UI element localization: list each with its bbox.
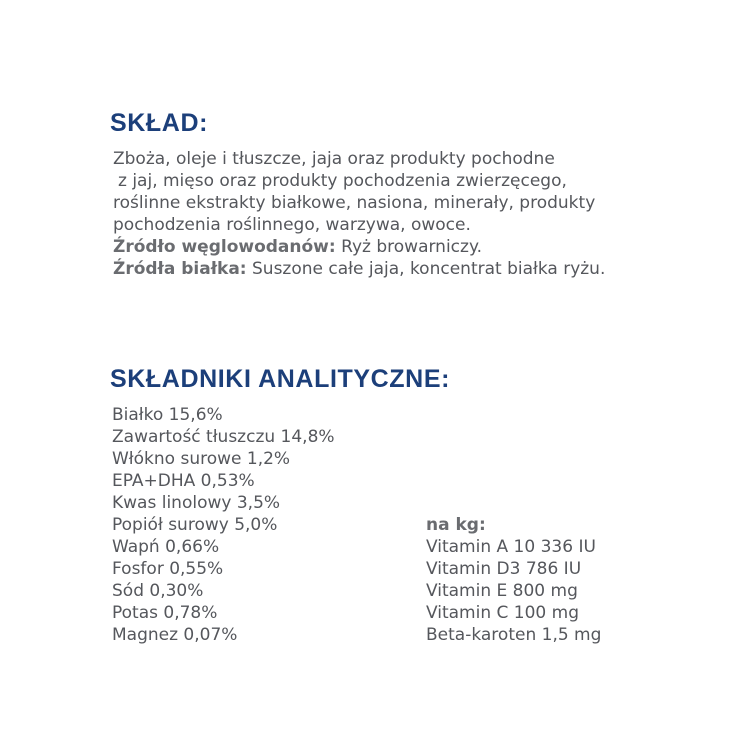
list-item: Wapń 0,66% [112, 537, 220, 557]
list-item: Vitamin A 10 336 IU [426, 537, 596, 557]
protein-source-label: Źródła białka: [113, 259, 247, 279]
analytical-constituents-heading: SKŁADNIKI ANALITYCZNE: [110, 365, 451, 393]
list-item: Fosfor 0,55% [112, 559, 224, 579]
list-item: Kwas linolowy 3,5% [112, 493, 281, 513]
list-item: Vitamin D3 786 IU [426, 559, 582, 579]
list-item: Popiół surowy 5,0% [112, 515, 278, 535]
list-item: EPA+DHA 0,53% [112, 471, 255, 491]
list-item: Vitamin C 100 mg [426, 603, 579, 623]
list-item: Potas 0,78% [112, 603, 218, 623]
composition-line: Zboża, oleje i tłuszcze, jaja oraz produkty pochodne [113, 149, 555, 169]
carbohydrate-source-label: Źródło węglowodanów: [113, 237, 336, 257]
composition-text [113, 148, 733, 280]
list-item: Vitamin E 800 mg [426, 581, 578, 601]
composition-line: z jaj, mięso oraz produkty pochodzenia zwierzęcego, [118, 171, 567, 191]
list-item: Zawartość tłuszczu 14,8% [112, 427, 335, 447]
list-item: Włókno surowe 1,2% [112, 449, 291, 469]
analytical-constituents-list [112, 404, 335, 646]
protein-source-value: Suszone całe jaja, koncentrat białka ryżu. [246, 259, 606, 279]
vitamins-list [426, 514, 601, 646]
list-item: Beta-karoten 1,5 mg [426, 625, 602, 645]
carbohydrate-source-value: Ryż browarniczy. [335, 237, 482, 257]
composition-heading: SKŁAD: [110, 109, 209, 137]
carbohydrate-source [113, 236, 733, 258]
composition-line: roślinne ekstrakty białkowe, nasiona, minerały, produkty [113, 193, 596, 213]
composition-line: pochodzenia roślinnego, warzywa, owoce. [113, 215, 471, 235]
list-item: Sód 0,30% [112, 581, 204, 601]
list-item: Białko 15,6% [112, 405, 223, 425]
list-item: Magnez 0,07% [112, 625, 238, 645]
vitamins-title: na kg: [426, 515, 486, 535]
protein-source [113, 258, 733, 280]
